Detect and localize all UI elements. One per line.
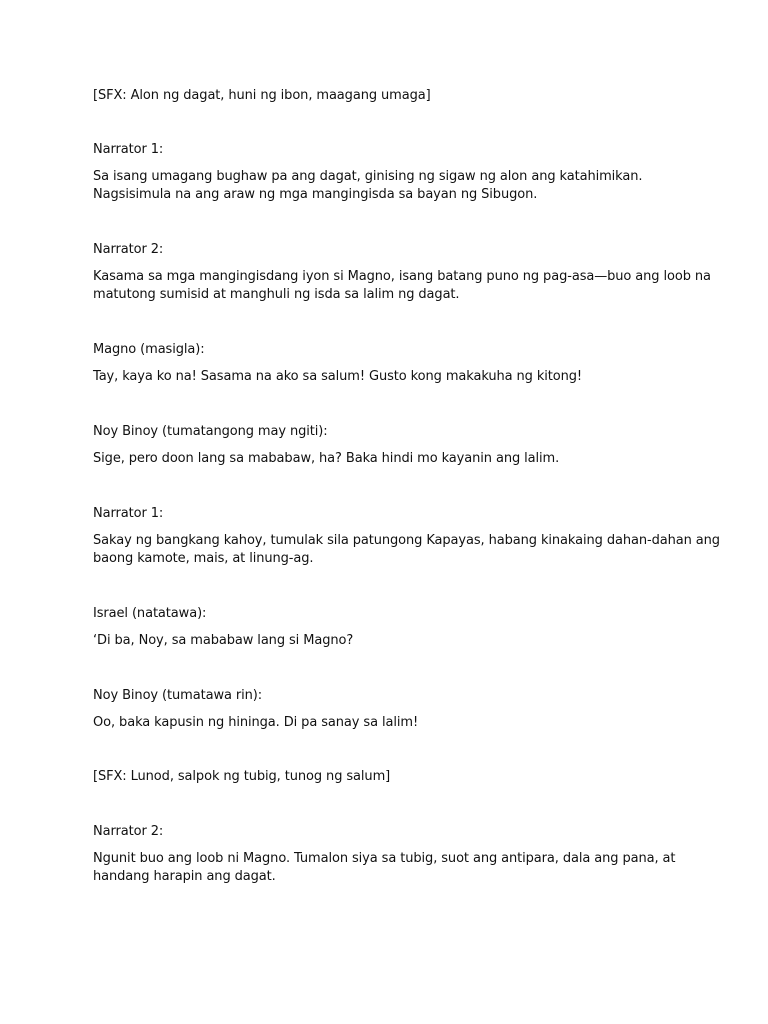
dialogue-line: ‘Di ba, Noy, sa mababaw lang si Magno? bbox=[93, 633, 354, 648]
dialogue-line: Nagsisimula na ang araw ng mga mangingisda sa bayan ng Sibugon. bbox=[93, 187, 538, 202]
dialogue-line: matutong sumisid at manghuli ng isda sa lalim ng dagat. bbox=[93, 287, 460, 302]
speaker-label: Narrator 1: bbox=[93, 142, 164, 157]
dialogue-line: Kasama sa mga mangingisdang iyon si Magno, isang batang puno ng pag-asa—buo ang loob na bbox=[93, 269, 711, 284]
dialogue-line: Sakay ng bangkang kahoy, tumulak sila patungong Kapayas, habang kinakaing dahan-dahan ang bbox=[93, 533, 720, 548]
dialogue-line: Oo, baka kapusin ng hininga. Di pa sanay sa lalim! bbox=[93, 715, 419, 730]
speaker-label: Noy Binoy (tumatangong may ngiti): bbox=[93, 424, 328, 439]
speaker-label: Narrator 2: bbox=[93, 824, 164, 839]
dialogue-line: handang harapin ang dagat. bbox=[93, 869, 276, 884]
dialogue-line: Ngunit buo ang loob ni Magno. Tumalon siya sa tubig, suot ang antipara, dala ang pana, at bbox=[93, 851, 676, 866]
speaker-label: Narrator 2: bbox=[93, 242, 164, 257]
speaker-label: Narrator 1: bbox=[93, 506, 164, 521]
sfx-cue: [SFX: Lunod, salpok ng tubig, tunog ng salum] bbox=[93, 769, 391, 784]
dialogue-line: Tay, kaya ko na! Sasama na ako sa salum! Gusto kong makakuha ng kitong! bbox=[93, 369, 583, 384]
dialogue-line: Sa isang umagang bughaw pa ang dagat, ginising ng sigaw ng alon ang katahimikan. bbox=[93, 169, 643, 184]
dialogue-line: baong kamote, mais, at linung-ag. bbox=[93, 551, 314, 566]
dialogue-line: Sige, pero doon lang sa mababaw, ha? Baka hindi mo kayanin ang lalim. bbox=[93, 451, 560, 466]
speaker-label: Israel (natatawa): bbox=[93, 606, 207, 621]
sfx-cue: [SFX: Alon ng dagat, huni ng ibon, maagang umaga] bbox=[93, 88, 431, 103]
speaker-label: Noy Binoy (tumatawa rin): bbox=[93, 688, 263, 703]
speaker-label: Magno (masigla): bbox=[93, 342, 205, 357]
